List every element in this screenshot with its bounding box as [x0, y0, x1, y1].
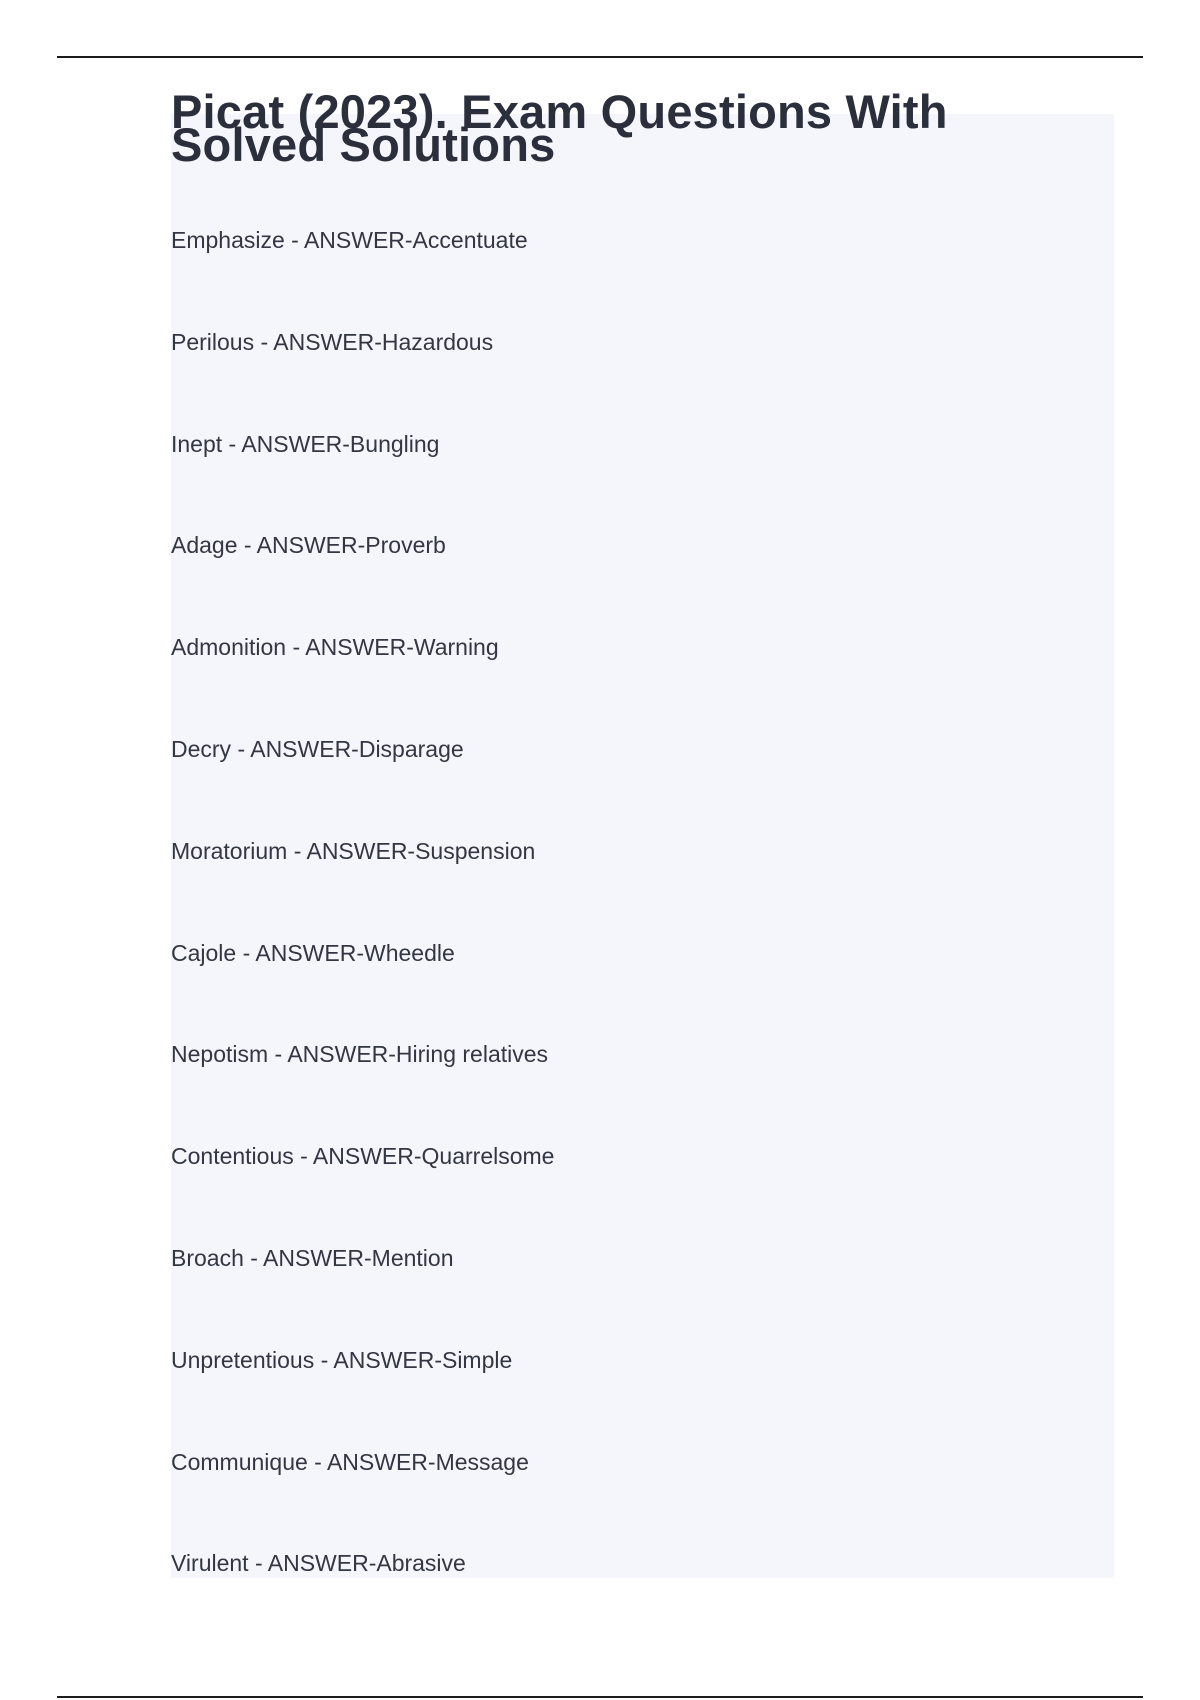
list-item: Inept - ANSWER-Bungling [171, 430, 440, 457]
list-item: Virulent - ANSWER-Abrasive [171, 1550, 466, 1577]
document-title: Picat (2023). Exam Questions With Solved Solutions [171, 85, 948, 171]
list-item: Emphasize - ANSWER-Accentuate [171, 227, 528, 253]
list-item: Unpretentious - ANSWER-Simple [171, 1346, 513, 1373]
list-item: Admonition - ANSWER-Warning [171, 634, 499, 661]
bottom-divider [57, 1696, 1143, 1698]
list-item: Adage - ANSWER-Proverb [171, 532, 446, 559]
list-item: Decry - ANSWER-Disparage [171, 735, 464, 762]
list-item: Cajole - ANSWER-Wheedle [171, 939, 455, 966]
list-item: Communique - ANSWER-Message [171, 1448, 529, 1475]
list-item: Broach - ANSWER-Mention [171, 1244, 454, 1271]
list-item: Contentious - ANSWER-Quarrelsome [171, 1143, 555, 1170]
list-item: Nepotism - ANSWER-Hiring relatives [171, 1041, 549, 1068]
list-item: Moratorium - ANSWER-Suspension [171, 837, 536, 864]
list-item: Perilous - ANSWER-Hazardous [171, 328, 494, 355]
top-divider [57, 56, 1143, 58]
question-answer-list [171, 225, 554, 1650]
